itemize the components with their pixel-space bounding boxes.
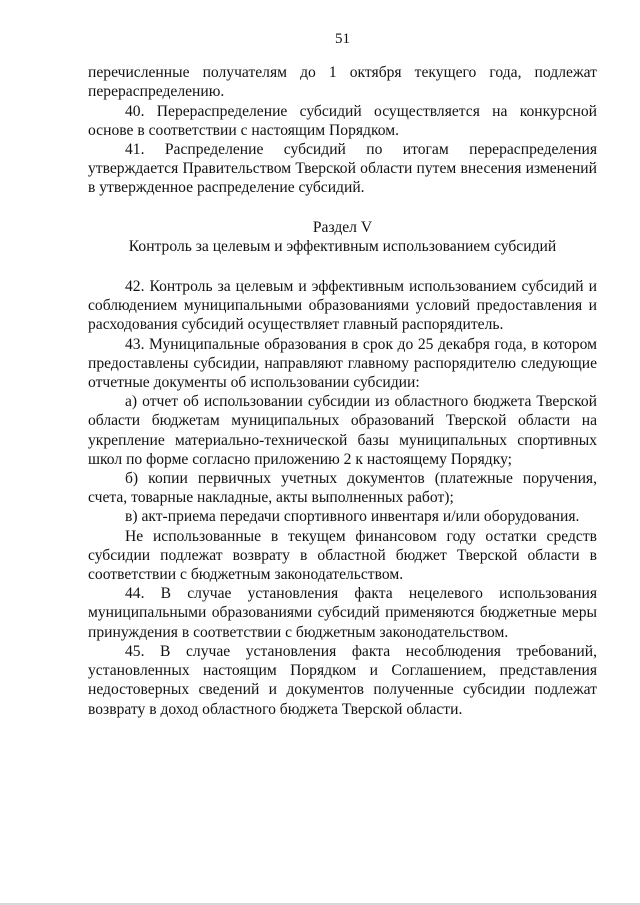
paragraph-unused-balance: Не использованные в текущем финансовом году остатки средств субсидии подлежат возврату в областной бюджет Тверской области в соответствии с бюджетным законодательством. xyxy=(88,527,597,584)
paragraph-44: 44. В случае установления факта нецелевого использования муниципальными образованиями субсидий применяются бюджетные меры принуждения в соответствии с бюджетным законодательством. xyxy=(88,585,597,641)
paragraph-40: 40. Перераспределение субсидий осуществляется на конкурсной основе в соответствии с настоящим Порядком. xyxy=(88,102,597,139)
list-item-b: б) копии первичных учетных документов (платежные поручения, счета, товарные накладные, акты выполненных работ); xyxy=(88,470,597,507)
page-number: 51 xyxy=(335,31,350,47)
list-item-c: в) акт-приема передачи спортивного инвентаря и/или оборудования. xyxy=(125,508,580,526)
section-subtitle: Контроль за целевым и эффективным использованием субсидий xyxy=(128,237,557,255)
paragraph-45: 45. В случае установления факта несоблюдения требований, установленных настоящим Порядком и Соглашением, представления недостоверных сведений и документов полученные субсидии подлежат возврату в доход областного бюджета Тверской области. xyxy=(88,642,597,718)
paragraph-continuation: перечисленные получателям до 1 октября текущего года, подлежат перераспределению. xyxy=(88,64,597,101)
document-page xyxy=(88,30,597,719)
list-item-a: а) отчет об использовании субсидии из областного бюджета Тверской области бюджетам муниципальных образований Тверской области на укрепление материально-технической базы муниципальных спортивных школ по форме согласно приложению 2 к настоящему Порядку; xyxy=(88,393,597,468)
paragraph-41: 41. Распределение субсидий по итогам перераспределения утверждается Правительством Тверской области путем внесения изменений в утвержденное распределение субсидий. xyxy=(88,141,597,197)
section-title: Раздел V xyxy=(312,218,373,236)
paragraph-42: 42. Контроль за целевым и эффективным использованием субсидий и соблюдением муниципальными образованиями условий предоставления и расходования субсидий осуществляет главный распорядитель. xyxy=(88,278,597,334)
paragraph-43: 43. Муниципальные образования в срок до 25 декабря года, в котором предоставлены субсидии, направляют главному распорядителю следующие отчетные документы об использовании субсидии: xyxy=(88,335,597,392)
